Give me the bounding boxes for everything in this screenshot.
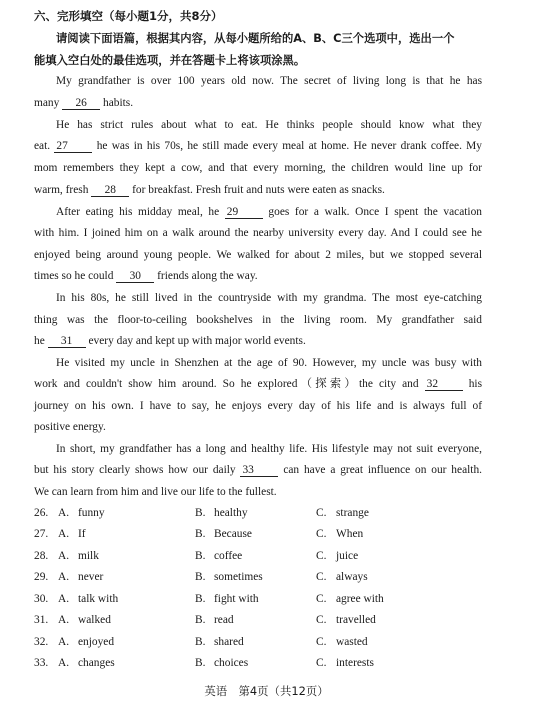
option-c: travelled: [336, 614, 376, 626]
question-number: 30.: [34, 593, 49, 605]
passage-line: mom remembers they kept a cow, and that every morning, the children would line up for: [34, 162, 482, 174]
option-letter: B.: [195, 636, 206, 648]
passage-text: habits.: [103, 97, 134, 109]
question-number: 33.: [34, 657, 49, 669]
question-number: 29.: [34, 571, 49, 583]
passage-text: After eating his midday meal, he: [56, 206, 220, 218]
option-letter: B.: [195, 528, 206, 540]
option-a: If: [78, 528, 86, 540]
option-c: wasted: [336, 636, 368, 648]
passage-text: times so he could: [34, 270, 114, 282]
blank-29: 29: [225, 206, 263, 219]
option-letter: A.: [58, 550, 70, 562]
passage-line: [34, 96, 482, 110]
passage-line: [34, 139, 482, 153]
option-b: read: [214, 614, 234, 626]
blank-28: 28: [91, 184, 129, 197]
passage-text: can have a great influence on our health.: [283, 464, 482, 476]
option-letter: C.: [316, 657, 327, 669]
option-a: never: [78, 571, 104, 583]
option-letter: A.: [58, 571, 70, 583]
option-a: changes: [78, 657, 115, 669]
option-letter: A.: [58, 528, 70, 540]
option-c: When: [336, 528, 364, 540]
option-letter: A.: [58, 593, 70, 605]
option-a: talk with: [78, 593, 119, 605]
option-c: always: [336, 571, 368, 583]
option-b: healthy: [214, 507, 248, 519]
option-c: agree with: [336, 593, 384, 605]
passage-line: enjoyed being around young people. We walked for about 2 miles, but we stopped several: [34, 249, 482, 261]
option-b: sometimes: [214, 571, 263, 583]
page-footer: 英语 第4页（共12页）: [204, 684, 329, 698]
option-letter: C.: [316, 593, 327, 605]
instruction-line-2: 能填入空白处的最佳选项，并在答题卡上将该项涂黑。: [34, 54, 306, 67]
option-letter: C.: [316, 507, 327, 519]
passage-line: My grandfather is over 100 years old now. The secret of living long is that he has: [56, 75, 482, 87]
option-letter: C.: [316, 614, 327, 626]
passage-line: [34, 183, 482, 197]
option-b: shared: [214, 636, 244, 648]
blank-33: 33: [240, 464, 278, 477]
option-letter: B.: [195, 593, 206, 605]
question-number: 26.: [34, 507, 49, 519]
passage-text: but his story clearly shows how our daily: [34, 464, 236, 476]
passage-line: [34, 269, 482, 283]
option-letter: A.: [58, 507, 70, 519]
passage-line: In short, my grandfather has a long and healthy life. His lifestyle may not suit everyone,: [56, 443, 482, 455]
option-a: walked: [78, 614, 111, 626]
blank-31: 31: [48, 335, 86, 348]
passage-text: he: [34, 335, 45, 347]
question-number: 28.: [34, 550, 49, 562]
blank-32: 32: [425, 378, 463, 391]
option-letter: B.: [195, 507, 206, 519]
option-a: enjoyed: [78, 636, 115, 648]
option-letter: B.: [195, 657, 206, 669]
passage-line: He has strict rules about what to eat. He thinks people should know what they: [56, 119, 482, 131]
passage-text: goes for a walk. Once I spent the vacation: [268, 206, 482, 218]
question-number: 27.: [34, 528, 49, 540]
option-b: fight with: [214, 593, 259, 605]
option-c: juice: [336, 550, 359, 562]
passage-text: eat.: [34, 140, 51, 152]
instruction-line-1: 请阅读下面语篇，根据其内容，从每小题所给的A、B、C三个选项中，选出一个: [56, 32, 455, 45]
option-a: milk: [78, 550, 99, 562]
passage-line: [34, 334, 482, 348]
option-letter: B.: [195, 550, 206, 562]
option-a: funny: [78, 507, 105, 519]
passage-line: [34, 377, 482, 391]
option-c: interests: [336, 657, 374, 669]
passage-line: In his 80s, he still lived in the countryside with my grandma. The most eye-catching: [56, 292, 482, 304]
passage-line: thing was the floor-to-ceiling bookshelves in the living room. My grandfather said: [34, 314, 482, 326]
passage-text: work and couldn't show him around. So he explored（探索）the city and: [34, 378, 419, 390]
passage-text: warm, fresh: [34, 184, 89, 196]
option-b: choices: [214, 657, 249, 669]
option-letter: A.: [58, 636, 70, 648]
passage-line: positive energy.: [34, 421, 106, 433]
option-letter: A.: [58, 657, 70, 669]
option-letter: C.: [316, 550, 327, 562]
passage-text: many: [34, 97, 60, 109]
passage-line: He visited my uncle in Shenzhen at the age of 90. However, my uncle was busy with: [56, 357, 482, 369]
blank-26: 26: [62, 97, 100, 110]
option-letter: C.: [316, 636, 327, 648]
passage-text: every day and kept up with major world events.: [88, 335, 306, 347]
option-letter: B.: [195, 571, 206, 583]
passage-text: he was in his 70s, he still made every meal at home. He never drank coffee. My: [96, 140, 483, 152]
option-letter: C.: [316, 571, 327, 583]
option-c: strange: [336, 507, 369, 519]
passage-line: [34, 463, 482, 477]
section-heading: 六、完形填空（每小题1分，共8分）: [34, 9, 223, 23]
passage-text: for breakfast. Fresh fruit and nuts were eaten as snacks.: [132, 184, 385, 196]
option-letter: C.: [316, 528, 327, 540]
question-number: 32.: [34, 636, 49, 648]
passage-text: his: [468, 378, 482, 390]
option-letter: A.: [58, 614, 70, 626]
passage-line: journey on his own. I have to say, he enjoys every day of his life and is always full of: [34, 400, 482, 412]
question-number: 31.: [34, 614, 49, 626]
passage-line: [34, 205, 482, 219]
blank-27: 27: [54, 140, 92, 153]
passage-text: friends along the way.: [157, 270, 258, 282]
option-b: Because: [214, 528, 252, 540]
option-b: coffee: [214, 550, 243, 562]
option-letter: B.: [195, 614, 206, 626]
passage-line: with him. I joined him on a walk around the nearby university every day. And I could see he: [34, 227, 482, 239]
passage-line: We can learn from him and live our life to the fullest.: [34, 486, 277, 498]
blank-30: 30: [116, 270, 154, 283]
